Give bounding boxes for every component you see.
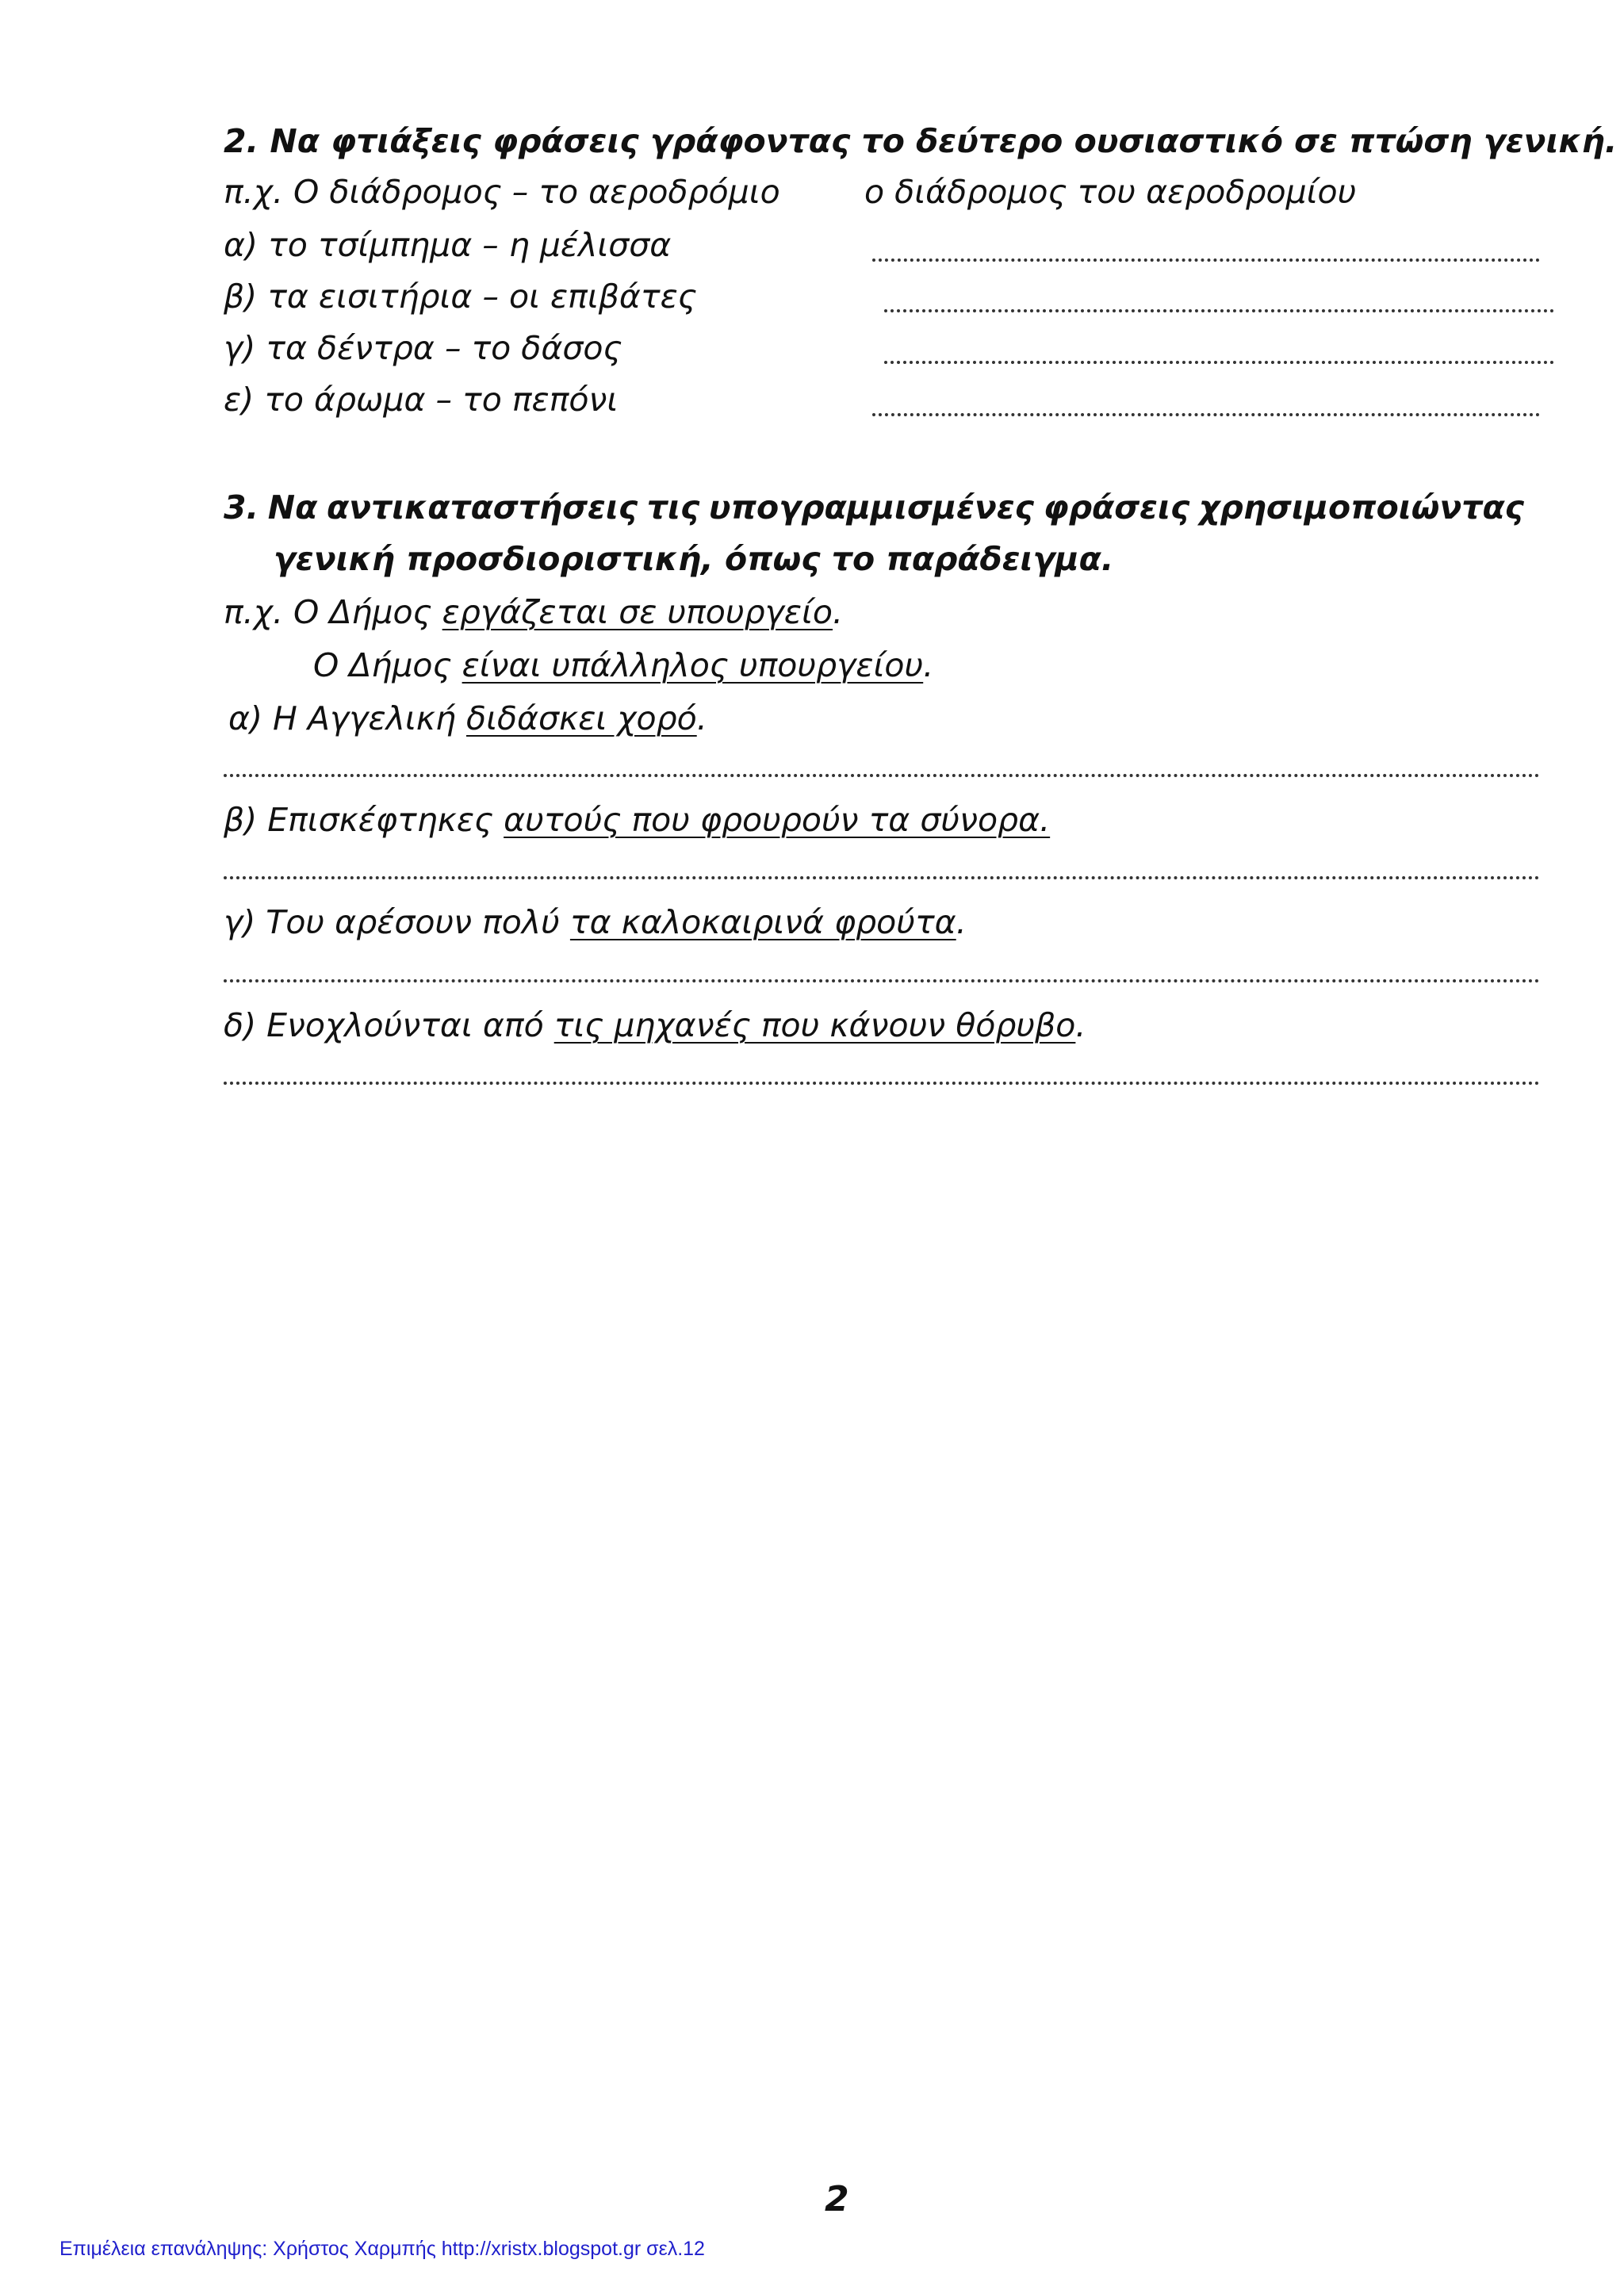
instruction-word: αντικαταστήσεις bbox=[326, 488, 638, 527]
answer-line-3b[interactable] bbox=[224, 876, 1540, 879]
exercise-3-item-b bbox=[224, 801, 1051, 839]
exercise-2-item-b: β) τα εισιτήρια – οι επιβάτες bbox=[224, 278, 697, 316]
item-punctuation: . bbox=[956, 903, 967, 941]
item-underlined-phrase: τα καλοκαιρινά φρούτα bbox=[569, 903, 956, 941]
answer-line-3c[interactable] bbox=[224, 979, 1540, 982]
answer-line-2b[interactable] bbox=[884, 309, 1554, 312]
exercise-3-example bbox=[224, 593, 844, 631]
instruction-word: τις bbox=[646, 488, 700, 527]
exercise-3-item-a bbox=[228, 699, 707, 737]
instruction-word: 3. bbox=[224, 488, 259, 527]
item-underlined-phrase: τις μηχανές που κάνουν θόρυβο bbox=[553, 1006, 1076, 1044]
example-answer-underlined-phrase: είναι υπάλληλος υπουργείου bbox=[462, 646, 924, 684]
example-text: π.χ. Ο Δήμος bbox=[224, 593, 442, 631]
page-number: 2 bbox=[825, 2179, 849, 2219]
exercise-3-instruction-line-1 bbox=[224, 488, 1524, 527]
exercise-2-example-answer: ο διάδρομος του αεροδρομίου bbox=[864, 173, 1357, 211]
answer-line-2e[interactable] bbox=[872, 413, 1540, 416]
example-answer-punctuation: . bbox=[923, 646, 934, 684]
exercise-3-example-answer bbox=[313, 646, 934, 684]
answer-line-3d[interactable] bbox=[224, 1082, 1540, 1085]
footer-credit: Επιμέλεια επανάληψης: Χρήστος Χαρμπής http://xristx.blogspot.gr σελ.12 bbox=[59, 2238, 705, 2260]
answer-line-2c[interactable] bbox=[884, 361, 1554, 364]
example-underlined-phrase: εργάζεται σε υπουργείο bbox=[442, 593, 833, 631]
item-underlined-phrase: αυτούς που φρουρούν τα σύνορα. bbox=[504, 801, 1051, 839]
item-text: β) Επισκέφτηκες bbox=[224, 801, 504, 839]
item-text: α) Η Αγγελική bbox=[228, 699, 466, 737]
instruction-word: Να bbox=[267, 488, 318, 527]
instruction-word: υπογραμμισμένες bbox=[708, 488, 1034, 527]
instruction-word: χρησιμοποιώντας bbox=[1198, 488, 1524, 527]
exercise-2-example-prompt: π.χ. Ο διάδρομος – το αεροδρόμιο bbox=[224, 173, 780, 211]
item-text: δ) Ενοχλούνται από bbox=[224, 1006, 554, 1044]
instruction-word: φράσεις bbox=[1043, 488, 1190, 527]
exercise-3-item-c bbox=[224, 903, 967, 941]
exercise-2-item-e: ε) το άρωμα – το πεπόνι bbox=[224, 381, 619, 419]
example-answer-text: Ο Δήμος bbox=[313, 646, 462, 684]
item-text: γ) Του αρέσουν πολύ bbox=[224, 903, 570, 941]
answer-line-2a[interactable] bbox=[872, 259, 1540, 262]
item-underlined-phrase: διδάσκει χορό bbox=[465, 699, 697, 737]
exercise-3-item-d bbox=[224, 1006, 1086, 1044]
item-punctuation: . bbox=[1075, 1006, 1086, 1044]
item-punctuation: . bbox=[696, 699, 707, 737]
example-punctuation: . bbox=[833, 593, 844, 631]
exercise-2-item-a: α) το τσίμπημα – η μέλισσα bbox=[224, 226, 672, 264]
answer-line-3a[interactable] bbox=[224, 774, 1540, 777]
exercise-2-instruction: 2. Να φτιάξεις φράσεις γράφοντας το δεύτερο ουσιαστικό σε πτώση γενική. bbox=[224, 122, 1618, 160]
exercise-2-item-c: γ) τα δέντρα – το δάσος bbox=[224, 329, 622, 367]
exercise-3-instruction-line-2: γενική προσδιοριστική, όπως το παράδειγμα. bbox=[274, 540, 1114, 578]
